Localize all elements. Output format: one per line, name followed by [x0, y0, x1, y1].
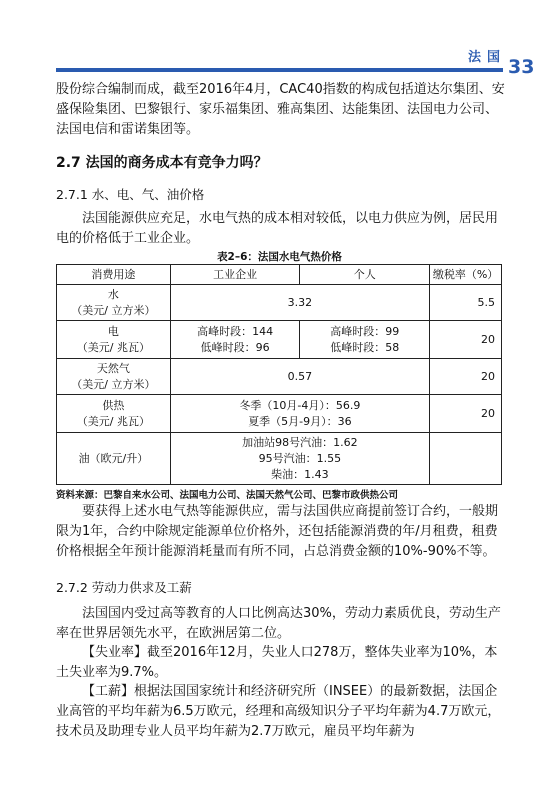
table-row-oil	[57, 433, 502, 485]
paragraph-5: 【失业率】截至2016年12月，失业人口278万，整体失业率为10%，本土失业率为9.7%。	[56, 645, 498, 680]
heat-summer: 夏季（5月-9月）：36	[248, 414, 352, 428]
row-label-oil: 油（欧元/升）	[57, 433, 171, 485]
heat-tax: 20	[430, 395, 502, 433]
col-header-individual: 个人	[300, 265, 430, 285]
oil-tax	[430, 433, 502, 485]
gas-value: 0.57	[170, 359, 429, 395]
heat-values	[170, 395, 429, 433]
table-row-water	[57, 285, 502, 321]
gas-unit: （美元/ 立方米）	[71, 377, 156, 391]
electricity-ind-peak: 高峰时段：144	[197, 324, 274, 338]
table-header-row	[57, 265, 502, 285]
electricity-ind-offpeak: 低峰时段：96	[200, 340, 270, 354]
oil-line-diesel: 柴油：1.43	[271, 467, 329, 481]
row-label-electricity	[57, 321, 171, 359]
water-unit: （美元/ 立方米）	[71, 303, 156, 317]
electricity-label: 电	[107, 324, 119, 338]
electricity-unit: （美元/ 兆瓦）	[76, 340, 150, 354]
header-country: 法国	[468, 50, 507, 65]
col-header-usage: 消费用途	[57, 265, 171, 285]
paragraph-1: 股份综合编制而成，截至2016年4月，CAC40指数的构成包括道达尔集团、安盛保险集团、巴黎银行、家乐福集团、雅高集团、达能集团、法国电力公司、法国电信和雷诺集团等。	[56, 82, 505, 137]
oil-line-98: 加油站98号汽油：1.62	[242, 435, 358, 449]
oil-line-95: 95号汽油：1.55	[258, 451, 342, 465]
water-value: 3.32	[170, 285, 429, 321]
section-heading-2-7: 2.7 法国的商务成本有竞争力吗？	[56, 155, 268, 171]
table-row-heat	[57, 395, 502, 433]
page-number: 33	[508, 56, 535, 78]
electricity-per-offpeak: 低峰时段：58	[330, 340, 400, 354]
col-header-industrial: 工业企业	[170, 265, 300, 285]
paragraph-4: 法国国内受过高等教育的人口比例高达30%，劳动力素质优良，劳动生产率在世界居领先水平，在欧洲居第二位。	[56, 606, 501, 641]
gas-label: 天然气	[96, 361, 130, 375]
electricity-industrial	[170, 321, 300, 359]
water-tax: 5.5	[430, 285, 502, 321]
energy-price-table	[56, 264, 502, 485]
water-label: 水	[107, 287, 119, 301]
section-heading-2-7-1: 2.7.1 水、电、气、油价格	[56, 187, 205, 202]
row-label-gas	[57, 359, 171, 395]
gas-tax: 20	[430, 359, 502, 395]
oil-values	[170, 433, 429, 485]
col-header-tax: 缴税率（%）	[430, 265, 502, 285]
row-label-water	[57, 285, 171, 321]
electricity-individual	[300, 321, 430, 359]
header-rule	[56, 68, 503, 72]
paragraph-2: 法国能源供应充足，水电气热的成本相对较低，以电力供应为例，居民用电的价格低于工业企业。	[56, 211, 499, 246]
table-source: 资料来源：巴黎自来水公司、法国电力公司、法国天然气公司、巴黎市政供热公司	[56, 490, 399, 501]
section-heading-2-7-2: 2.7.2 劳动力供求及工薪	[56, 580, 192, 595]
paragraph-6: 【工薪】根据法国国家统计和经济研究所（INSEE）的最新数据，法国企业高管的平均年薪为6.5万欧元，经理和高级知识分子平均年薪为4.7万欧元，技术员及助理专业人员平均年薪为2.7万欧元，雇员平均年薪为	[56, 684, 501, 739]
heat-unit: （美元/ 兆瓦）	[76, 414, 150, 428]
electricity-tax: 20	[430, 321, 502, 359]
table-row-gas	[57, 359, 502, 395]
row-label-heat	[57, 395, 171, 433]
heat-winter: 冬季（10月-4月）：56.9	[239, 398, 361, 412]
heat-label: 供热	[102, 398, 125, 412]
paragraph-3: 要获得上述水电气热等能源供应，需与法国供应商提前签订合约，一般期限为1年，合约中除规定能源单位价格外，还包括能源消费的年/月租费，租费价格根据全年预计能源消耗量而有所不同，占总消费金额的10%-90%不等。	[56, 504, 499, 559]
electricity-per-peak: 高峰时段：99	[330, 324, 400, 338]
table-row-electricity	[57, 321, 502, 359]
table-caption: 表2–6：法国水电气热价格	[217, 251, 342, 263]
